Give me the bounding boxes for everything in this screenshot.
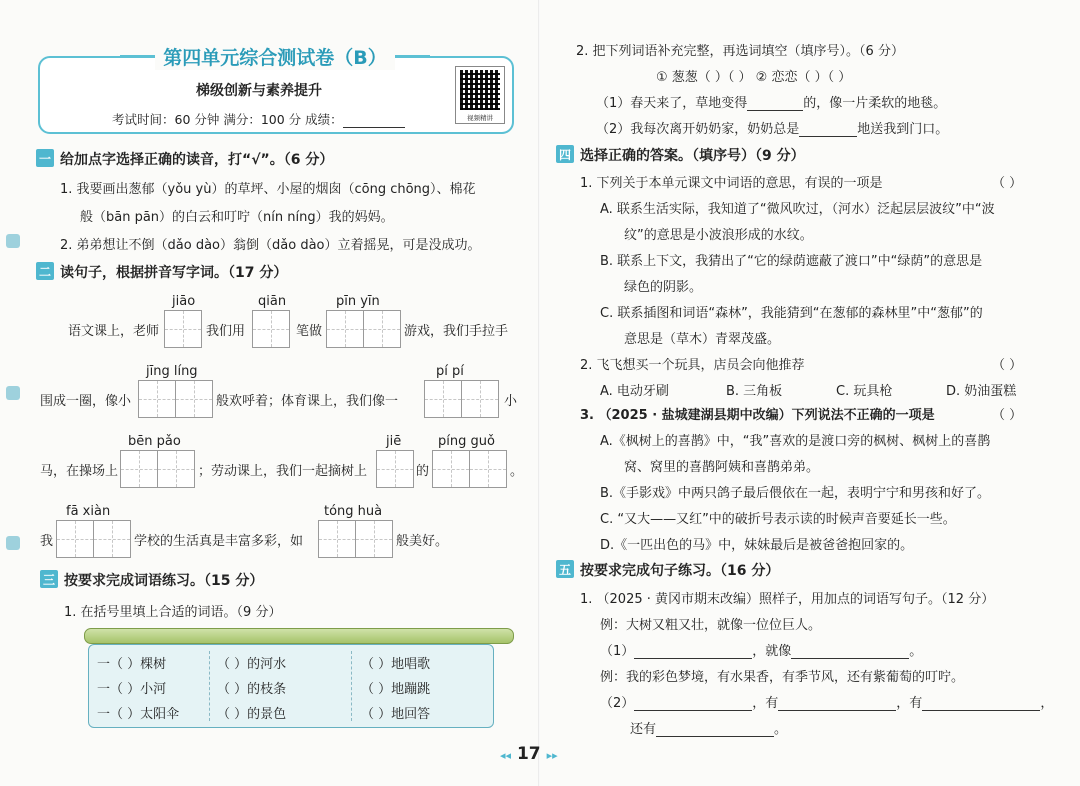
section-4-badge: 四	[556, 145, 574, 163]
table-divider	[351, 651, 352, 721]
s2-text: 学校的生活真是丰富多彩，如	[134, 534, 304, 549]
answer-blank[interactable]	[922, 710, 1040, 711]
s2-text: 。	[510, 464, 524, 479]
s2-text: 语文课上，老师	[68, 324, 160, 339]
page-footer	[500, 744, 558, 764]
option[interactable]: B. 三角板	[726, 384, 783, 399]
s5-example-2: 例：我的彩色梦境，有水果香，有季节风，还有紫葡萄的叮咛。	[600, 670, 965, 685]
pinyin: pí pí	[436, 364, 464, 379]
s2-text: 般美好。	[396, 534, 449, 549]
s2-text: 我们用	[206, 324, 246, 339]
sentence-part: （2）	[600, 696, 635, 711]
table-cell[interactable]: 一（ ）棵树	[97, 657, 167, 672]
table-divider	[209, 651, 210, 721]
s4-q3-A1: A.《枫树上的喜鹊》中，“我”喜欢的是渡口旁的枫树、枫树上的喜鹊	[600, 434, 991, 449]
title-wrap	[120, 40, 430, 72]
answer-paren[interactable]: （ ）	[992, 176, 1023, 191]
writing-boxes[interactable]	[424, 380, 499, 418]
sentence-part: 还有	[630, 722, 657, 737]
pinyin: jīng líng	[146, 364, 198, 379]
answer-blank[interactable]	[747, 110, 803, 111]
sentence-part: ，有	[896, 696, 923, 711]
pinyin: fā xiàn	[66, 504, 111, 519]
table-cell[interactable]: （ ）的景色	[217, 707, 287, 722]
section-2-title: 读句子，根据拼音写字词。（17 分）	[60, 265, 288, 281]
right-page	[540, 0, 1080, 786]
r-q2-title: 2. 把下列词语补充完整，再选词填空（填序号）。（6 分）	[576, 44, 904, 59]
exam-info-text: 考试时间：60 分钟 满分：100 分 成绩：	[112, 112, 343, 127]
pinyin: bēn pǎo	[128, 434, 181, 449]
writing-boxes[interactable]	[376, 450, 414, 488]
s4-q3-C: C. “又大——又红”中的破折号表示读的时候声音要延长一些。	[600, 512, 956, 527]
answer-paren[interactable]: （ ）	[992, 358, 1023, 373]
s4-q1-C1: C. 联系插图和词语“森林”，我能猜到“在葱郁的森林里”中“葱郁”的	[600, 306, 983, 321]
table-cell[interactable]: （ ）地回答	[361, 707, 431, 722]
answer-blank[interactable]	[799, 136, 857, 137]
s5-q1: 1. （2025 · 黄冈市期末改编）照样子，用加点的词语写句子。（12 分）	[580, 592, 995, 607]
answer-paren[interactable]: （ ）	[992, 408, 1023, 423]
s2-text: 马，在操场上	[40, 464, 119, 479]
section-1-badge: 一	[36, 149, 54, 167]
s4-q1-A1: A. 联系生活实际，我知道了“微风吹过，（河水）泛起层层波纹”中“波	[600, 202, 995, 217]
r-q2-options: ① 葱葱（ ）（ ） ② 恋恋（ ）（ ）	[656, 70, 852, 85]
option[interactable]: C. 玩具枪	[836, 384, 893, 399]
table-cell[interactable]: 一（ ）小河	[97, 682, 167, 697]
answer-blank[interactable]	[634, 710, 752, 711]
s2-text: 的	[416, 464, 430, 479]
writing-boxes[interactable]	[326, 310, 401, 348]
s1-q1-line1: 1. 我要画出葱郁（yǒu yù）的草坪、小屋的烟囱（cōng chōng）、棉花	[60, 182, 476, 197]
sentence-part: 。	[909, 644, 923, 659]
page-title: 第四单元综合测试卷（B）	[155, 43, 394, 70]
s5-sentence-2	[600, 692, 1053, 711]
next-arrow-icon: ▸▸	[546, 749, 558, 762]
s3-q1: 1. 在括号里填上合适的词语。（9 分）	[64, 605, 282, 620]
prev-arrow-icon: ◂◂	[500, 749, 512, 762]
answer-blank[interactable]	[778, 710, 896, 711]
writing-boxes[interactable]	[318, 520, 393, 558]
table-cell[interactable]: （ ）的河水	[217, 657, 287, 672]
s5-sentence-1	[600, 640, 922, 659]
s4-q3-A2: 窝、窝里的喜鹊阿姨和喜鹊弟弟。	[624, 460, 820, 475]
page-number: 17	[516, 744, 541, 764]
s4-q3: 3. （2025 · 盐城建湖县期中改编）下列说法不正确的一项是	[580, 408, 935, 423]
qr-label: 视频精讲	[467, 114, 493, 122]
exam-info	[112, 110, 405, 128]
s5-sentence-2-cont	[630, 718, 787, 737]
answer-blank[interactable]	[791, 658, 909, 659]
s2-text: 般欢呼着；体育课上，我们像一	[216, 394, 399, 409]
s1-q2: 2. 弟弟想让不倒（dǎo dào）翁倒（dǎo dào）立着摇晃，可是没成功。	[60, 238, 481, 253]
vine-decoration	[84, 628, 514, 644]
pinyin: qiān	[258, 294, 287, 309]
r-q2-s2	[596, 118, 948, 137]
option[interactable]: A. 电动牙刷	[600, 384, 669, 399]
writing-boxes[interactable]	[252, 310, 290, 348]
s4-q1-B2: 绿色的阴影。	[624, 280, 703, 295]
subtitle: 梯级创新与素养提升	[196, 83, 322, 99]
sentence-part: 的，像一片柔软的地毯。	[803, 96, 947, 111]
writing-boxes[interactable]	[56, 520, 131, 558]
s4-q3-B: B.《手影戏》中两只鸽子最后偎依在一起，表明宁宁和男孩和好了。	[600, 486, 991, 501]
sentence-part: ，就像	[752, 644, 792, 659]
table-cell[interactable]: （ ）的枝条	[217, 682, 287, 697]
s4-q1: 1. 下列关于本单元课文中词语的意思，有误的一项是	[580, 176, 883, 191]
s4-q3-D: D.《一匹出色的马》中，妹妹最后是被爸爸抱回家的。	[600, 538, 914, 553]
section-1-title: 给加点字选择正确的读音，打“√”。（6 分）	[60, 152, 334, 168]
writing-boxes[interactable]	[120, 450, 195, 488]
section-5-badge: 五	[556, 560, 574, 578]
qr-code[interactable]	[455, 66, 505, 124]
section-4-title: 选择正确的答案。（填序号）（9 分）	[580, 148, 805, 164]
qr-code-icon	[460, 70, 500, 110]
section-2-badge: 二	[36, 262, 54, 280]
pinyin: jiē	[386, 434, 402, 449]
margin-mark	[6, 536, 20, 550]
s4-q2: 2. 飞飞想买一个玩具，店员会向他推荐	[580, 358, 805, 373]
s2-text: 小	[504, 394, 518, 409]
s2-text: 我	[40, 534, 54, 549]
s2-text: ；劳动课上，我们一起摘树上	[198, 464, 368, 479]
sentence-part: ，有	[752, 696, 779, 711]
sentence-part: （1）春天来了，草地变得	[596, 96, 748, 111]
sentence-part: （1）	[600, 644, 635, 659]
s1-q1-line2: 般（bān pān）的白云和叮咛（nín níng）我的妈妈。	[80, 210, 394, 225]
writing-boxes[interactable]	[138, 380, 213, 418]
pinyin: tóng huà	[324, 504, 383, 519]
margin-mark	[6, 234, 20, 248]
s4-q1-C2: 意思是（草木）青翠茂盛。	[624, 332, 781, 347]
answer-blank[interactable]	[656, 736, 774, 737]
sentence-part: （2）我每次离开奶奶家，奶奶总是	[596, 122, 800, 137]
section-5-title: 按要求完成句子练习。（16 分）	[580, 563, 780, 579]
margin-mark	[6, 386, 20, 400]
s2-text: 游戏，我们手拉手	[404, 324, 509, 339]
pinyin: pīn yīn	[336, 294, 380, 309]
section-3-title: 按要求完成词语练习。（15 分）	[64, 573, 264, 589]
writing-boxes[interactable]	[164, 310, 202, 348]
table-cell[interactable]: （ ）地唱歌	[361, 657, 431, 672]
option[interactable]: D. 奶油蛋糕	[946, 384, 1017, 399]
table-cell[interactable]: 一（ ）太阳伞	[97, 707, 180, 722]
sentence-part: 地送我到门口。	[857, 122, 949, 137]
s4-q1-A2: 纹”的意思是小波浪形成的水纹。	[624, 228, 813, 243]
word-table	[88, 644, 494, 728]
section-3-badge: 三	[40, 570, 58, 588]
s2-text: 围成一圈，像小	[40, 394, 132, 409]
s5-example-1: 例：大树又粗又壮，就像一位位巨人。	[600, 618, 822, 633]
s2-text: 笔做	[296, 324, 323, 339]
r-q2-s1	[596, 92, 946, 111]
sentence-part: ，	[1040, 696, 1054, 711]
writing-boxes[interactable]	[432, 450, 507, 488]
s4-q1-B1: B. 联系上下文，我猜出了“它的绿荫遮蔽了渡口”中“绿荫”的意思是	[600, 254, 983, 269]
table-cell[interactable]: （ ）地蹦跳	[361, 682, 431, 697]
pinyin: píng guǒ	[438, 434, 495, 449]
score-blank[interactable]	[343, 127, 405, 128]
pinyin: jiāo	[172, 294, 196, 309]
sentence-part: 。	[774, 722, 788, 737]
answer-blank[interactable]	[634, 658, 752, 659]
